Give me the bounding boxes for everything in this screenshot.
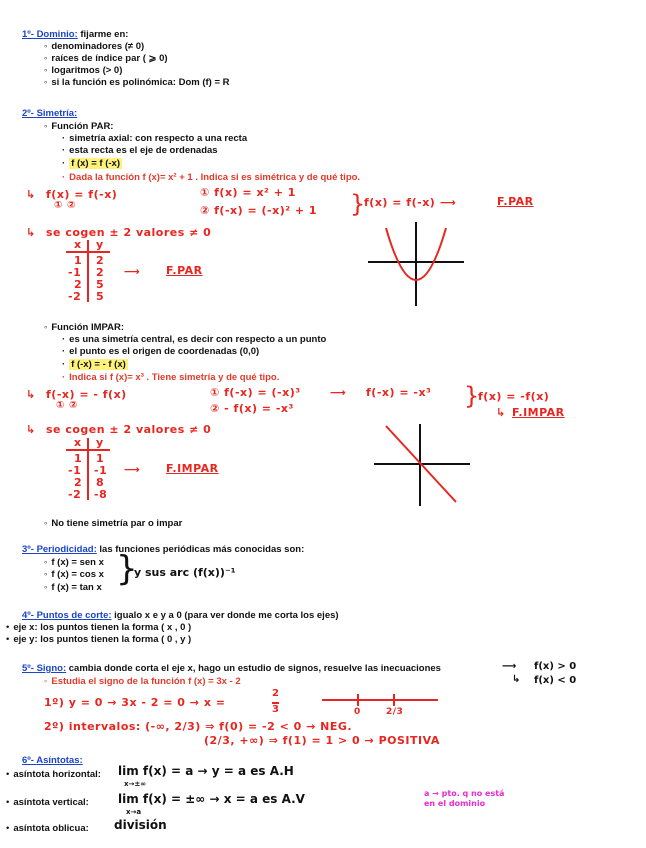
hw-frac-num: 2 bbox=[272, 688, 280, 699]
hw-asintota-h-sub: x→±∞ bbox=[124, 780, 147, 788]
hw-impar-circles: ① ② bbox=[56, 400, 78, 411]
hw-asintota-v-sub: x→a bbox=[126, 808, 142, 816]
highlight-text: f (x) = f (-x) bbox=[71, 158, 120, 169]
table-cell: 2 bbox=[74, 476, 83, 489]
hw-impar-table-result: F.IMPAR bbox=[166, 462, 219, 475]
section-num: 6º- bbox=[22, 755, 34, 766]
hw-brace: } bbox=[116, 549, 138, 589]
hw-impar-step3: f(x) = -f(x) bbox=[478, 390, 550, 403]
list-item: · simetría axial: con respecto a una recta bbox=[62, 133, 247, 144]
asintota-oblicua-label: • asíntota oblicua: bbox=[6, 823, 89, 834]
hw-impar-line1: f(-x) = - f(x) bbox=[46, 388, 127, 401]
hw-signo-pos: f(x) > 0 bbox=[534, 661, 577, 672]
list-item: ◦ denominadores (≠ 0) bbox=[44, 41, 144, 52]
number-line bbox=[322, 694, 438, 706]
list-item: ◦ f (x) = tan x bbox=[44, 582, 102, 593]
hw-par-table-result: F.PAR bbox=[166, 264, 203, 277]
table-head-y: y bbox=[96, 436, 104, 449]
section-1-heading bbox=[22, 29, 128, 40]
section-4-heading bbox=[22, 610, 339, 621]
hw-par-circles: ① ② bbox=[54, 200, 76, 211]
hw-asintota-h: lim f(x) = a → y = a es A.H bbox=[118, 764, 294, 778]
section-num: 5º- bbox=[22, 663, 34, 674]
hw-par-step2: ② f(-x) = (-x)² + 1 bbox=[200, 204, 318, 217]
hw-asintota-note: en el dominio bbox=[424, 799, 486, 808]
list-item: ◦ f (x) = sen x bbox=[44, 557, 104, 568]
par-label: ◦ Función PAR: bbox=[44, 121, 113, 132]
hw-signo-step2: 2º) intervalos: (-∞, 2/3) ⇒ f(0) = -2 < 0 → NEG. bbox=[44, 720, 353, 733]
impar-task: · Indica si f (x)= x³ . Tiene simetría y de qué tipo. bbox=[62, 372, 279, 383]
section-5-heading bbox=[22, 663, 441, 674]
table-head-x: x bbox=[74, 238, 82, 251]
hw-arrow: ↳ bbox=[512, 674, 521, 685]
section-2-heading bbox=[22, 108, 77, 119]
table-cell: 5 bbox=[96, 278, 105, 291]
hw-par-step1: ① f(x) = x² + 1 bbox=[200, 186, 296, 199]
hw-signo-step2b: (2/3, +∞) ⇒ f(1) = 1 > 0 → POSITIVA bbox=[204, 734, 440, 747]
no-symmetry: ◦ No tiene simetría par o impar bbox=[44, 518, 182, 529]
hw-arrow: ⟶ bbox=[124, 265, 141, 278]
table-cell: -1 bbox=[68, 266, 82, 279]
table-cell: 2 bbox=[96, 254, 105, 267]
table-cell: 8 bbox=[96, 476, 105, 489]
table-cell: -1 bbox=[68, 464, 82, 477]
hw-brace: } bbox=[464, 382, 480, 410]
section-intro: igualo x e y a 0 (para ver donde me corta los ejes) bbox=[114, 610, 339, 621]
hw-arrow: ⟶ bbox=[502, 661, 517, 672]
table-cell: 1 bbox=[74, 254, 83, 267]
number-line-label: 0 bbox=[354, 707, 361, 717]
hw-impar-values: se cogen ± 2 valores ≠ 0 bbox=[46, 423, 212, 436]
table-head-y: y bbox=[96, 238, 104, 251]
hw-par-values: se cogen ± 2 valores ≠ 0 bbox=[46, 226, 212, 239]
highlight-text: f (-x) = - f (x) bbox=[71, 359, 126, 370]
section-title: Signo: bbox=[36, 663, 67, 674]
hw-impar-step1b: f(-x) = -x³ bbox=[366, 386, 432, 399]
hw-impar-result: F.IMPAR bbox=[512, 406, 565, 419]
list-item: ◦ si la función es polinómica: Dom (f) = R bbox=[44, 77, 230, 88]
table-cell: 5 bbox=[96, 290, 105, 303]
number-line-label: 2/3 bbox=[386, 707, 404, 717]
hw-arrow: ↳ bbox=[26, 188, 36, 201]
hw-asintota-note: a → pto. q no está bbox=[424, 789, 505, 798]
list-item-highlight bbox=[62, 359, 128, 370]
list-item: · es una simetría central, es decir con respecto a un punto bbox=[62, 334, 326, 345]
list-item: • eje y: los puntos tienen la forma ( 0 , y ) bbox=[6, 634, 191, 645]
parabola-graph bbox=[368, 222, 464, 306]
table-cell: 2 bbox=[96, 266, 105, 279]
hw-arrow: ↳ bbox=[26, 423, 36, 436]
par-task: · Dada la función f (x)= x² + 1 . Indica si es simétrica y de qué tipo. bbox=[62, 172, 360, 183]
hw-frac-den: 3 bbox=[272, 704, 280, 715]
table-cell: 1 bbox=[96, 452, 105, 465]
section-intro: cambia donde corta el eje x, hago un estudio de signos, resuelve las inecuaciones bbox=[68, 663, 441, 674]
section-6-heading bbox=[22, 755, 83, 766]
list-item: ◦ f (x) = cos x bbox=[44, 569, 104, 580]
table-cell: -2 bbox=[68, 290, 82, 303]
asintota-horizontal-label: • asíntota horizontal: bbox=[6, 769, 101, 780]
hw-par-step3: f(x) = f(-x) bbox=[364, 196, 436, 209]
hw-signo-neg: f(x) < 0 bbox=[534, 675, 577, 686]
section-num: 2º- bbox=[22, 108, 34, 119]
hw-impar-step2: ② - f(x) = -x³ bbox=[210, 402, 294, 415]
impar-label: ◦ Función IMPAR: bbox=[44, 322, 124, 333]
hw-periodic: y sus arc (f(x))⁻¹ bbox=[134, 566, 236, 579]
table-cell: -2 bbox=[68, 488, 82, 501]
hw-brace: } bbox=[350, 190, 366, 218]
hw-arrow: ↳ bbox=[26, 388, 36, 401]
section-title: Dominio: bbox=[36, 29, 78, 40]
hw-impar-step1: ① f(-x) = (-x)³ bbox=[210, 386, 301, 399]
table-cell: -1 bbox=[94, 464, 108, 477]
section-title: Puntos de corte: bbox=[36, 610, 112, 621]
section-num: 3º- bbox=[22, 544, 34, 555]
list-item: · el punto es el origen de coordenadas (0,0) bbox=[62, 346, 259, 357]
signo-task: ◦ Estudia el signo de la función f (x) = 3x - 2 bbox=[44, 676, 241, 687]
list-item-highlight bbox=[62, 158, 122, 169]
hw-arrow: ⟶ bbox=[330, 386, 347, 399]
cubic-graph bbox=[374, 424, 470, 506]
hw-asintota-v: lim f(x) = ±∞ → x = a es A.V bbox=[118, 792, 305, 806]
hw-arrow: ↳ bbox=[26, 226, 36, 239]
section-intro: las funciones periódicas más conocidas son: bbox=[99, 544, 305, 555]
section-3-heading bbox=[22, 544, 304, 555]
hw-arrow: ⟶ bbox=[124, 463, 141, 476]
hw-arrow: ↳ bbox=[496, 406, 506, 419]
section-title: Simetría: bbox=[36, 108, 78, 119]
hw-par-result: F.PAR bbox=[497, 195, 534, 208]
list-item: ◦ raíces de índice par ( ⩾ 0) bbox=[44, 53, 168, 64]
section-num: 4º- bbox=[22, 610, 34, 621]
hw-arrow: ⟶ bbox=[440, 196, 457, 209]
section-title: Periodicidad: bbox=[36, 544, 97, 555]
hw-par-line1: f(x) = f(-x) bbox=[46, 188, 118, 201]
section-intro: fijarme en: bbox=[80, 29, 129, 40]
table-cell: 2 bbox=[74, 278, 83, 291]
list-item: · esta recta es el eje de ordenadas bbox=[62, 145, 218, 156]
section-title: Asíntotas: bbox=[36, 755, 83, 766]
hw-asintota-o: división bbox=[114, 818, 167, 832]
hw-signo-step1: 1º) y = 0 → 3x - 2 = 0 → x = bbox=[44, 696, 226, 709]
table-cell: 1 bbox=[74, 452, 83, 465]
list-item: • eje x: los puntos tienen la forma ( x , 0 ) bbox=[6, 622, 191, 633]
section-num: 1º- bbox=[22, 29, 34, 40]
table-head-x: x bbox=[74, 436, 82, 449]
asintota-vertical-label: • asíntota vertical: bbox=[6, 797, 89, 808]
table-cell: -8 bbox=[94, 488, 108, 501]
list-item: ◦ logaritmos (> 0) bbox=[44, 65, 122, 76]
